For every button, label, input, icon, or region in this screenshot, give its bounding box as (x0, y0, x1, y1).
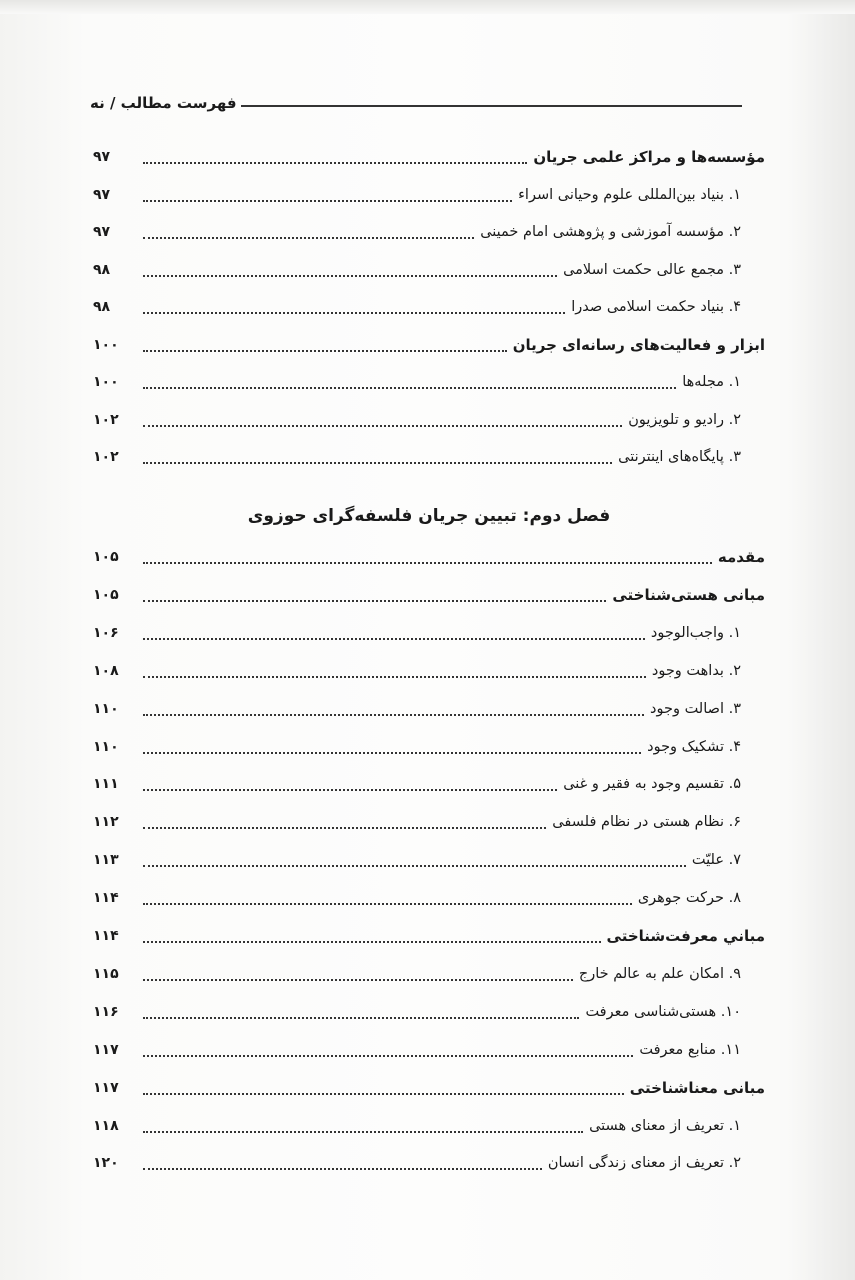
toc-page-number: ۱۰۸ (93, 662, 119, 679)
toc-entry (93, 255, 741, 285)
toc-entry-label: ۴. بنیاد حکمت اسلامی صدرا (571, 299, 741, 315)
toc-entry (93, 1111, 741, 1141)
toc-page-number: ۱۰۰ (93, 374, 119, 390)
toc-entry-label: ۱. تعریف از معنای هستی (589, 1117, 741, 1134)
toc-entry (93, 807, 741, 837)
toc-entry (93, 845, 741, 875)
toc-entry-label: ۱۱. منابع معرفت (639, 1041, 741, 1058)
toc-heading-entry (93, 330, 765, 360)
toc-entry (93, 618, 741, 648)
dot-leader (143, 336, 507, 352)
toc-entry (93, 405, 741, 435)
toc-page-number: ۱۱۶ (93, 1003, 119, 1020)
dot-leader (143, 298, 565, 314)
toc-entry-label: ابزار و فعالیت‌های رسانه‌ای جریان (512, 335, 765, 354)
toc-page-number: ۱۱۴ (93, 928, 119, 944)
toc-page-number: ۱۰۲ (93, 411, 119, 428)
toc-entry (93, 180, 741, 210)
toc-entry-label: ۷. علیّت (691, 852, 741, 869)
toc-entry-label: مقدمه (717, 548, 765, 566)
toc-entry-label: مباني معرفت‌شناختی (606, 927, 765, 945)
dot-leader (143, 586, 606, 602)
toc-page-number: ۹۸ (93, 299, 111, 315)
toc-entry-label: ۲. تعریف از معنای زندگی انسان (547, 1155, 741, 1172)
dot-leader (143, 700, 644, 716)
toc-entry-label: ۳. اصالت وجود (650, 700, 741, 717)
dot-leader (143, 148, 527, 164)
dot-leader (143, 927, 601, 943)
toc-heading-entry (93, 542, 765, 572)
toc-heading-entry (93, 1073, 765, 1103)
toc-entry-label: ۱. واجب‌الوجود (650, 624, 741, 641)
header-rule (241, 105, 742, 107)
toc-entry-label: مؤسسه‌ها و مراکز علمی جریان (533, 148, 765, 166)
toc-heading-entry (93, 142, 765, 172)
toc-page-number: ۱۰۲ (93, 449, 119, 465)
toc-entry (93, 959, 741, 989)
toc-entry-label: مبانی هستی‌شناختی (612, 585, 765, 604)
toc-entry-label: ۳. پایگاه‌های اینترنتی (618, 449, 741, 465)
dot-leader (143, 1154, 542, 1170)
toc-heading-entry (93, 921, 765, 951)
toc-page-number: ۱۱۱ (93, 776, 119, 793)
toc-page-number: ۱۱۷ (93, 1041, 119, 1058)
toc-entry (93, 367, 741, 397)
dot-leader (143, 775, 557, 791)
toc-entry-label: ۶. نظام هستی در نظام فلسفی (552, 814, 741, 831)
toc-entry (93, 769, 741, 799)
toc-entry (93, 1148, 741, 1178)
toc-page-number: ۹۷ (93, 224, 111, 240)
toc-page-number: ۱۰۵ (93, 586, 119, 603)
dot-leader (143, 889, 632, 905)
running-header (90, 90, 742, 116)
dot-leader (143, 411, 622, 427)
toc-entry-label: ۵. تقسیم وجود به فقیر و غنی (563, 776, 741, 793)
toc-entry-label: مبانی معناشناختی (629, 1078, 765, 1097)
toc-entry (93, 883, 741, 913)
toc-entry (93, 292, 741, 322)
toc-entry-label: ۱. بنیاد بین‌المللی علوم وحیانی اسراء (518, 186, 741, 203)
dot-leader (143, 662, 646, 678)
chapter-title: فصل دوم: تبیین جریان فلسفه‌گرای حوزوی (247, 506, 611, 526)
toc-entry (93, 694, 741, 724)
toc-heading-entry (93, 580, 765, 610)
dot-leader (143, 223, 474, 239)
dot-leader (143, 1041, 633, 1057)
toc-entry-label: ۸. حرکت جوهری (637, 890, 741, 907)
toc-entry-label: ۱۰. هستی‌شناسی معرفت (585, 1003, 741, 1020)
dot-leader (143, 624, 645, 640)
dot-leader (143, 738, 641, 754)
dot-leader (143, 373, 676, 389)
header-title: فهرست مطالب / نه (90, 94, 237, 112)
scan-shadow (0, 0, 855, 14)
toc-entry-label: ۲. رادیو و تلویزیون (628, 411, 741, 428)
toc-page-number: ۱۱۵ (93, 965, 119, 982)
dot-leader (143, 1003, 579, 1019)
toc-entry-label: ۱. مجله‌ها (682, 374, 741, 390)
toc-page-number: ۱۱۸ (93, 1117, 119, 1134)
toc-entry-label: ۴. تشکیک وجود (647, 738, 741, 755)
toc-page-number: ۹۷ (93, 186, 111, 203)
toc-entry (93, 656, 741, 686)
toc-page-number: ۱۱۳ (93, 852, 119, 869)
toc-page-number: ۱۱۰ (93, 738, 119, 755)
dot-leader (143, 448, 612, 464)
dot-leader (143, 261, 557, 277)
toc-entry-label: ۲. بداهت وجود (651, 662, 741, 679)
toc-entry (93, 1035, 741, 1065)
toc-entry-label: ۲. مؤسسه آموزشی و پژوهشی امام خمینی (480, 224, 741, 240)
toc-page-number: ۱۰۵ (93, 549, 119, 565)
toc-entry (93, 442, 741, 472)
dot-leader (143, 548, 712, 564)
toc-entry (93, 997, 741, 1027)
dot-leader (143, 186, 512, 202)
dot-leader (143, 851, 686, 867)
toc-entry-label: ۳. مجمع عالی حکمت اسلامی (563, 261, 741, 278)
toc-page-number: ۱۱۲ (93, 814, 119, 831)
toc-page-number: ۱۱۴ (93, 890, 119, 907)
dot-leader (143, 1079, 624, 1095)
dot-leader (143, 1117, 583, 1133)
toc-entry (93, 732, 741, 762)
toc-page-number: ۱۱۰ (93, 700, 119, 717)
toc-page-number: ۱۲۰ (93, 1155, 119, 1172)
toc-page-number: ۱۰۶ (93, 624, 119, 641)
dot-leader (143, 813, 546, 829)
toc-page-number: ۱۰۰ (93, 336, 119, 353)
toc-page-number: ۹۸ (93, 261, 111, 278)
toc-page-number: ۹۷ (93, 149, 111, 165)
toc-entry (93, 217, 741, 247)
toc-page-number: ۱۱۷ (93, 1079, 119, 1096)
dot-leader (143, 965, 573, 981)
toc-entry-label: ۹. امکان علم به عالم خارج (578, 965, 741, 982)
